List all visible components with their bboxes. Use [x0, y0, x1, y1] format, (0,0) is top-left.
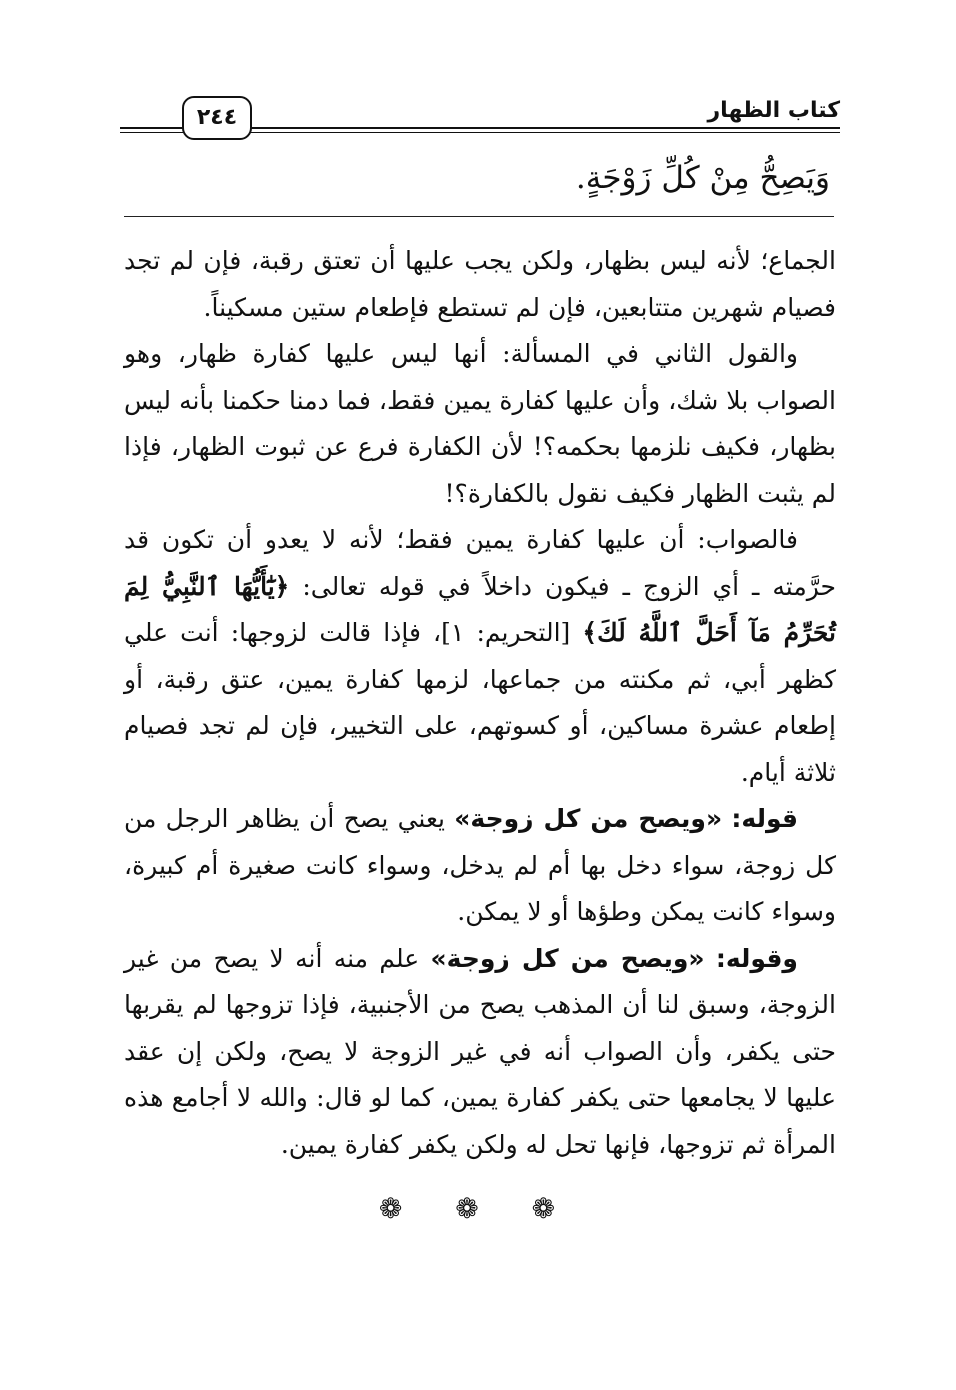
- paragraph-4-text: يعني يصح أن يظاهر الرجل من كل زوجة، سواء دخل بها أم لم يدخل، وسواء كانت صغيرة أم كبيرة، وسواء كانت يمكن وطؤها أو لا يمكن.: [124, 804, 836, 926]
- paragraph-1: الجماع؛ لأنه ليس بظهار، ولكن يجب عليها أن تعتق رقبة، فإن لم تجد فصيام شهرين متتابعين، فإن لم تستطع فإطعام ستين مسكيناً.: [124, 246, 836, 322]
- section-end-ornaments: ❁ ❁ ❁: [378, 1192, 578, 1225]
- paragraph-4-lead: قوله:: [731, 804, 798, 833]
- page-number: ٢٤٤: [182, 96, 252, 140]
- paragraph-5: [124, 936, 836, 1169]
- verse-reference: [التحريم: ١]: [441, 618, 571, 647]
- paragraph-3-intro: فالصواب: أن عليها كفارة يمين فقط؛ لأنه لا يعدو أن تكون قد حرَّمته ـ أي الزوج ـ فيكون داخلاً في قوله تعالى:: [124, 525, 836, 601]
- matn-text: وَيَصِحُّ مِنْ كُلِّ زَوْجَةٍ.: [575, 160, 830, 196]
- paragraph-4-quote: «ويصح من كل زوجة»: [454, 804, 723, 833]
- matn-separator: [124, 216, 834, 217]
- paragraph-3-rest: ، فإذا قالت لزوجها: أنت علي كظهر أبي، ثم مكنته من جماعها، لزمها كفارة يمين، عتق رقبة، أو إطعام عشرة مساكين، أو كسوتهم، على التخيير، فإن لم تجد فصيام ثلاثة أيام.: [124, 618, 836, 787]
- paragraph-2: والقول الثاني في المسألة: أنها ليس عليها كفارة ظهار، وهو الصواب بلا شك، وأن عليها كفارة يمين فقط، فما دمنا حكمنا بأنه ليس بظهار، فكيف نلزمها بحكمه؟! لأن الكفارة فرع عن ثبوت الظهار، فإذا لم يثبت الظهار فكيف نقول بالكفارة؟!: [124, 339, 836, 508]
- commentary-body: [124, 238, 836, 1168]
- paragraph-5-lead: وقوله:: [715, 943, 798, 973]
- book-title: كتاب الظهار: [700, 98, 840, 123]
- paragraph-5-quote: «ويصح من كل زوجة»: [430, 943, 705, 973]
- paragraph-3: [124, 517, 836, 796]
- paragraph-5-text: علم منه أنه لا يصح من غير الزوجة، وسبق لنا أن المذهب يصح من الأجنبية، فإذا تزوجها لم يقربها حتى يكفر، وأن الصواب أنه في غير الزوجة لا يصح، ولكن إن عقد عليها لا يجامعها حتى يكفر كفارة يمين، كما لو قال: والله لا أجامع هذه المرأة ثم تزوجها، فإنها تحل له ولكن يكفر كفارة يمين.: [124, 943, 836, 1159]
- paragraph-4: [124, 796, 836, 936]
- quran-verse: ﴿يَٰٓأَيُّهَا ٱلنَّبِيُّ لِمَ تُحَرِّمُ مَآ أَحَلَّ ٱللَّهُ لَكَ﴾: [124, 571, 836, 647]
- page-header: [120, 96, 840, 142]
